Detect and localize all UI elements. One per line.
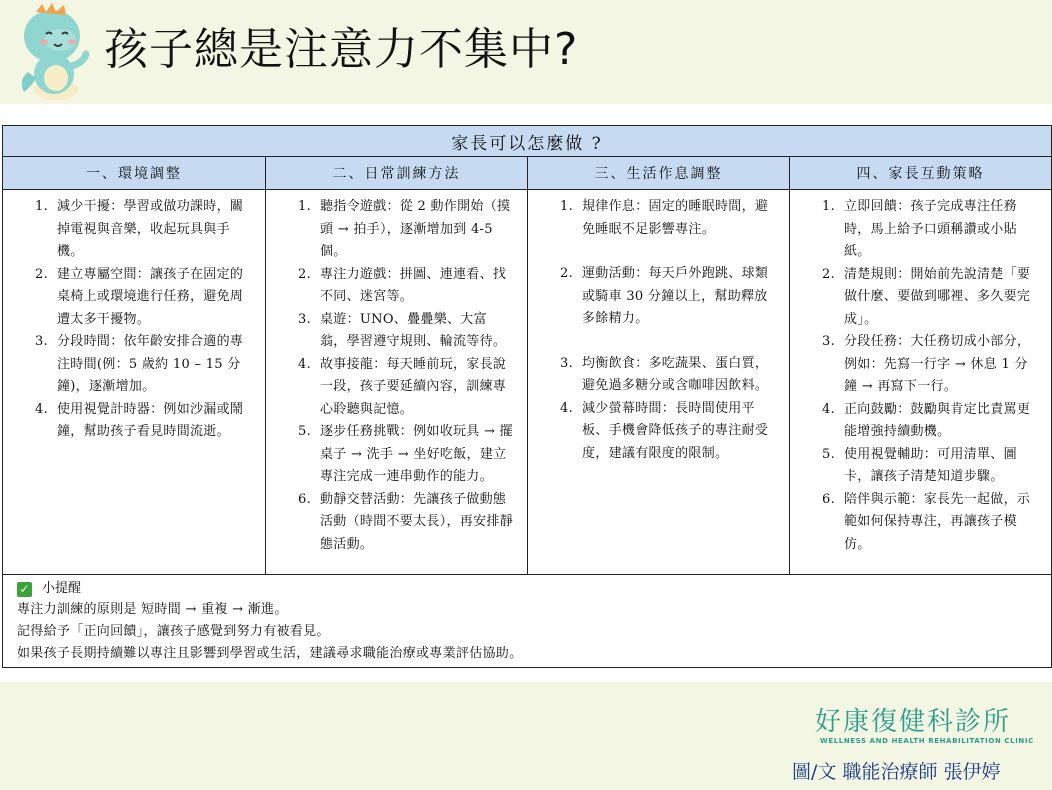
tips-heading — [17, 579, 1037, 599]
list-item: 4. 正向鼓勵：鼓勵與肯定比責罵更能增強持續動機。 — [822, 401, 1031, 439]
content-area — [0, 104, 1052, 682]
column-environment — [3, 190, 266, 575]
list-item: 1. 規律作息：固定的睡眠時間，避免睡眠不足影響專注。 — [560, 199, 769, 237]
column-header-routine: 三、生活作息調整 — [528, 157, 790, 190]
list-item: 2. 建立專屬空間：讓孩子在固定的桌椅上或環境進行任務，避免周遭太多干擾物。 — [35, 266, 244, 327]
column-header-interaction: 四、家長互動策略 — [790, 157, 1052, 190]
list-item: 4. 使用視覺計時器：例如沙漏或鬧鐘，幫助孩子看見時間流逝。 — [35, 401, 244, 439]
tip-line: 專注力訓練的原則是 短時間 → 重複 → 漸進。 — [17, 602, 288, 617]
column-routine — [528, 190, 790, 575]
checkbox-checked-icon: ✓ — [17, 582, 32, 597]
list-item: 5. 使用視覺輔助：可用清單、圖卡，讓孩子清楚知道步驟。 — [822, 446, 1017, 484]
slide-header — [0, 0, 1052, 104]
parent-strategy-table — [2, 125, 1052, 668]
list-item: 1. 立即回饋：孩子完成專注任務時，馬上給予口頭稱讚或小貼紙。 — [822, 199, 1017, 259]
tips-title: 小提醒 — [42, 581, 82, 596]
list-item: 6. 動靜交替活動：先讓孩子做動態活動（時間不要太長），再安排靜態活動。 — [298, 491, 514, 552]
list-item: 3. 分段時間：依年齡安排合適的專注時間(例：5 歲約 10 – 15 分鐘)，逐漸增加。 — [35, 334, 244, 394]
list-item: 3. 桌遊：UNO、疊疊樂、大富翁，學習遵守規則、輪流等待。 — [298, 311, 507, 349]
list-item: 4. 故事接龍：每天睡前玩，家長說一段，孩子要延續內容，訓練專心聆聽與記憶。 — [298, 356, 507, 417]
column-header-training: 二、日常訓練方法 — [266, 157, 528, 190]
column-header-environment: 一、環境調整 — [3, 157, 266, 190]
list-item: 3. 均衡飲食：多吃蔬果、蛋白質，避免過多糖分或含咖啡因飲料。 — [560, 355, 769, 393]
list-item: 3. 分段任務：大任務切成小部分，例如：先寫一行字 → 休息 1 分鐘 → 再寫下一行。 — [822, 334, 1031, 394]
list-item: 2. 清楚規則：開始前先說清楚「要做什麼、要做到哪裡、多久要完成」。 — [822, 266, 1031, 327]
list-item: 1. 聽指令遊戲：從 2 動作開始（摸頭 → 拍手），逐漸增加到 4-5 個。 — [298, 199, 511, 259]
list-item: 6. 陪伴與示範：家長先一起做，示範如何保持專注，再讓孩子模仿。 — [822, 491, 1031, 552]
list-item: 2. 運動活動：每天戶外跑跳、球類或騎車 30 分鐘以上，幫助釋放多餘精力。 — [560, 266, 769, 326]
dinosaur-mascot-icon — [14, 2, 94, 102]
tips-box — [3, 575, 1052, 668]
list-item: 5. 逐步任務挑戰：例如收玩具 → 擺桌子 → 洗手 → 坐好吃飯，建立專注完成一連串動作的能力。 — [298, 424, 513, 484]
clinic-logo-name: 好康復健科診所 — [815, 707, 1012, 737]
tip-line: 記得給予「正向回饋」，讓孩子感覺到努力有被看見。 — [17, 624, 330, 639]
clinic-logo-english: WELLNESS AND HEALTH REHABILITATION CLINIC — [820, 737, 1034, 745]
list-item: 1. 減少干擾：學習或做功課時，關掉電視與音樂，收起玩具與手機。 — [35, 199, 244, 259]
list-item: 2. 專注力遊戲：拼圖、連連看、找不同、迷宮等。 — [298, 266, 507, 304]
column-training — [266, 190, 528, 575]
column-interaction — [790, 190, 1052, 575]
list-item: 4. 減少螢幕時間：長時間使用平板、手機會降低孩子的專注耐受度，建議有限度的限制。 — [560, 400, 769, 461]
page-title: 孩子總是注意力不集中? — [104, 24, 579, 75]
tip-line: 如果孩子長期持續難以專注且影響到學習或生活，建議尋求職能治療或專業評估協助。 — [17, 646, 523, 661]
table-heading: 家長可以怎麼做 ? — [3, 126, 1052, 157]
author-credit: 圖/文 職能治療師 張伊婷 — [792, 761, 1001, 783]
